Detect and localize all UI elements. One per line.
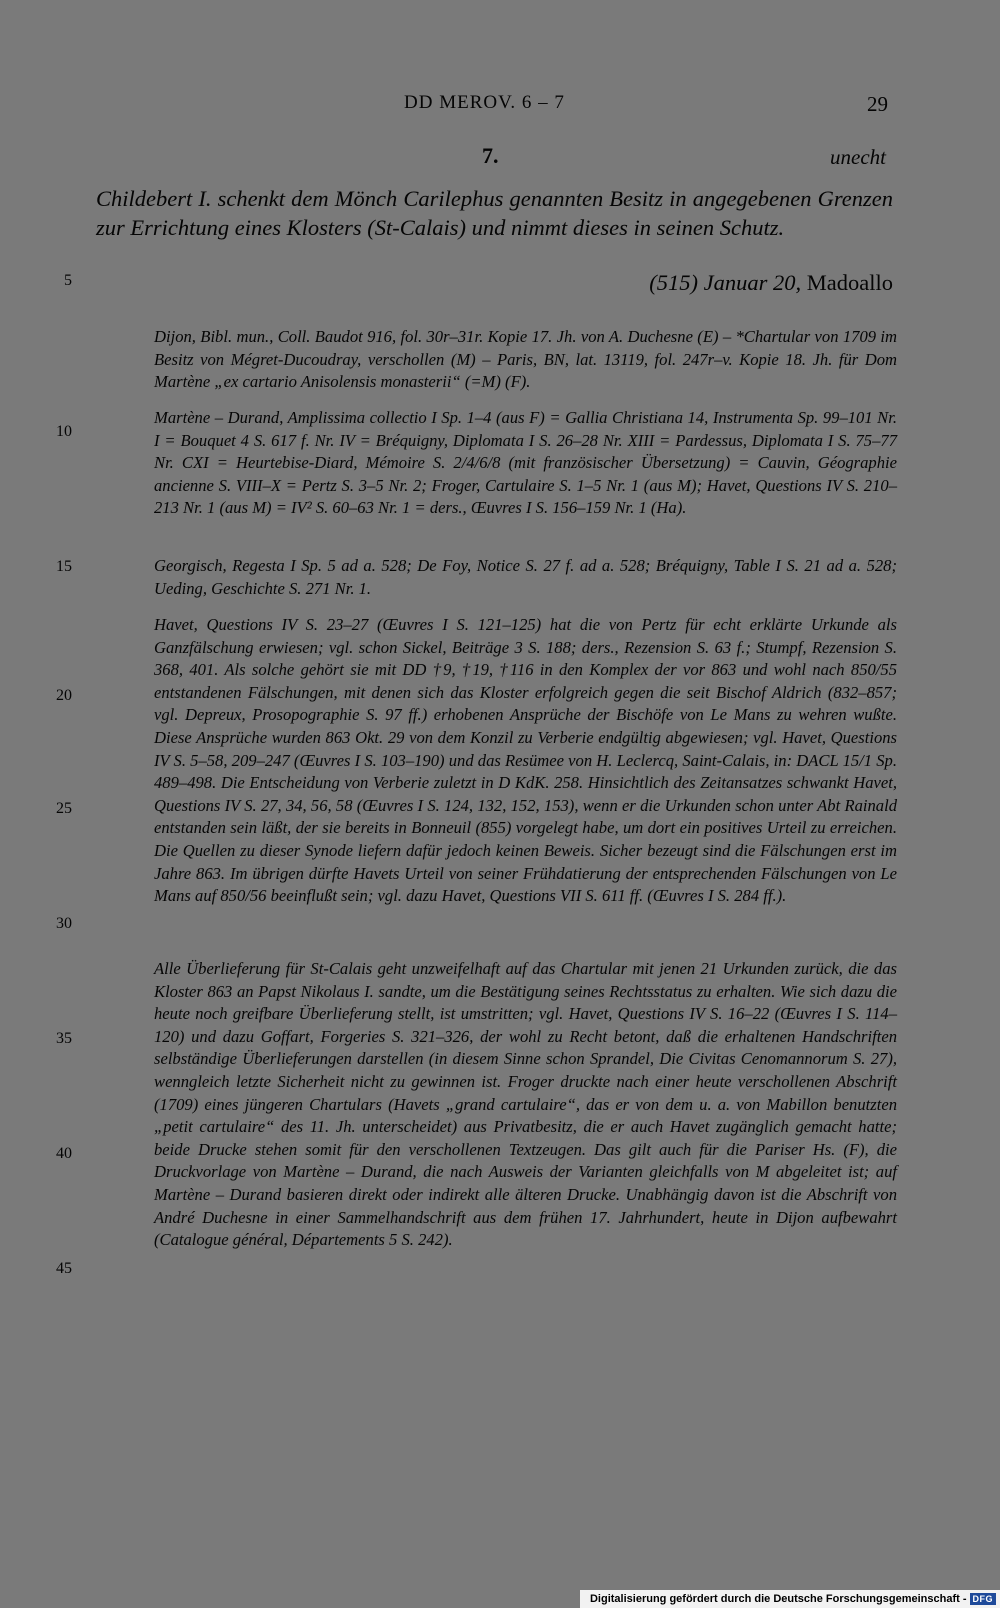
line-number: 35 <box>56 1030 72 1047</box>
digitization-credit <box>580 1590 1000 1608</box>
credit-text: Digitalisierung gefördert durch die Deutsche Forschungsgemeinschaft - <box>589 1593 967 1605</box>
regest-text: Childebert I. schenkt dem Mönch Carilephus genannten Besitz in angegebenen Grenzen zur Errichtung eines Klosters (St-Calais) und nimmt dieses in seinen Schutz. <box>96 186 893 240</box>
running-title: DD MEROV. 6 – 7 <box>404 92 565 113</box>
commentary-paragraph: Alle Überlieferung für St-Calais geht unzweifelhaft auf das Chartular mit jenen 21 Urkunden zurück, die das Kloster 863 an Papst Nikolaus I. sandte, um die Bestätigung seines Rechtsstatus zu erhalten. Wie sich dazu die heute noch greifbare Überlieferung stellt, ist umstritten; vgl. Havet, Questions IV S. 16–22 (Œuvres I S. 114–120) und dazu Goffart, Forgeries S. 321–326, der wohl zu Recht betont, daß die erhaltenen Handschriften selbständige Überlieferungen darstellen (in diesem Sinne schon Sprandel, Die Civitas Cenomannorum S. 27), wenngleich letzte Sicherheit nicht zu gewinnen ist. Froger druckte nach einer heute verschollenen Abschrift (1709) eines jüngeren Chartulars (Havets „grand cartulaire“, das er von dem u. a. von Mabillon benutzten „petit cartulaire“ des 11. Jh. unterscheidet) aus Privatbesitz, die er auch Havet zugänglich gemacht hatte; beide Drucke stehen somit für den verschollenen Textzeugen. Das gilt auch für die Pariser Hs. (F), die Druckvorlage von Martène – Durand, die nach Ausweis der Varianten gleichfalls von M abgeleitet ist; auf Martène – Durand basieren direkt oder indirekt alle älteren Drucke. Unabhängig davon ist die Abschrift von André Duchesne in einer Sammelhandschrift aus dem frühen 17. Jahrhundert, heute in Dijon aufbewahrt (Catalogue général, Départements 5 S. 242). <box>154 959 897 1250</box>
manuscripts-paragraph: Dijon, Bibl. mun., Coll. Baudot 916, fol. 30r–31r. Kopie 17. Jh. von A. Duchesne (E) – *Chartular von 1709 im Besitz von Mégret-Ducoudray, verschollen (M) – Paris, BN, lat. 13119, fol. 247r–v. Kopie 18. Jh. für Dom Martène „ex cartario Anisolensis monasterii“ (=M) (F). <box>154 327 897 392</box>
dfg-logo: DFG <box>970 1593 997 1605</box>
line-number: 5 <box>64 272 72 289</box>
line-number-margin <box>0 0 90 1608</box>
line-number: 15 <box>56 558 72 575</box>
line-number: 40 <box>56 1145 72 1162</box>
line-number: 25 <box>56 800 72 817</box>
dateline-place: Madoallo <box>806 270 893 295</box>
line-number: 30 <box>56 915 72 932</box>
document-number: 7. <box>482 143 499 168</box>
regesta-paragraph: Georgisch, Regesta I Sp. 5 ad a. 528; De Foy, Notice S. 27 f. ad a. 528; Bréquigny, Table I S. 21 ad a. 528; Ueding, Geschichte S. 271 Nr. 1. <box>154 556 897 598</box>
line-number: 20 <box>56 687 72 704</box>
page-number: 29 <box>867 92 888 116</box>
commentary-paragraph: Havet, Questions IV S. 23–27 (Œuvres I S. 121–125) hat die von Pertz für echt erklärte Urkunde als Ganzfälschung erwiesen; vgl. schon Sickel, Beiträge 3 S. 188; ders., Rezension S. 63 f.; Stumpf, Rezension S. 368, 401. Als solche gehört sie mit DD †9, †19, †116 in den Komplex der vor 863 und wohl nach 850/55 entstandenen Fälschungen, mit denen sich das Kloster erfolgreich gegen die seit Bischof Aldrich (832–857; vgl. Depreux, Prosopographie S. 97 ff.) erhobenen Ansprüche der Bischöfe von Le Mans zu wehren wußte. Diese Ansprüche wurden 863 Okt. 29 von dem Konzil zu Verberie endgültig abgewiesen; vgl. Havet, Questions IV S. 5–58, 209–247 (Œuvres I S. 103–190) und das Resümee von H. Leclercq, Saint-Calais, in: DACL 15/1 Sp. 489–498. Die Entscheidung von Verberie zuletzt in D KdK. 258. Hinsichtlich des Zeitansatzes schwankt Havet, Questions IV S. 27, 34, 56, 58 (Œuvres I S. 124, 132, 152, 153), wenn er die Urkunden schon unter Abt Rainald entstanden sein läßt, der sie bereits in Bonneuil (855) vorgelegt habe, um dort ein positives Urteil zu erreichen. Die Quellen zu dieser Synode liefern dafür jedoch keinen Beweis. Sicher bezeugt sind die Fälschungen erst im Jahre 863. Im übrigen dürfte Havets Urteil von seiner Frühdatierung der entsprechenden Fälschungen von Le Mans auf 850/56 beeinflußt sein; vgl. dazu Havet, Questions VII S. 611 ff. (Œuvres I S. 284 ff.). <box>154 615 897 906</box>
line-number: 10 <box>56 423 72 440</box>
line-number: 45 <box>56 1260 72 1277</box>
editions-paragraph: Martène – Durand, Amplissima collectio I Sp. 1–4 (aus F) = Gallia Christiana 14, Instrumenta Sp. 99–101 Nr. I = Bouquet 4 S. 617 f. Nr. IV = Bréquigny, Diplomata I S. 26–28 Nr. XIII = Pardessus, Diplomata I S. 75–77 Nr. CXI = Heurtebise-Diard, Mémoire S. 2/4/6/8 (mit französischer Übersetzung) = Cauvin, Géographie ancienne S. VIII–X = Pertz S. 3–5 Nr. 2; Froger, Cartulaire S. 1–5 Nr. 1 (aus M); Havet, Questions IV S. 210–213 Nr. 1 (aus M) = IV² S. 60–63 Nr. 1 = ders., Œuvres I S. 156–159 Nr. 1 (Ha). <box>154 408 897 518</box>
page-header <box>0 92 1000 120</box>
authenticity-note: unecht <box>830 145 886 169</box>
dateline <box>649 270 893 296</box>
dateline-date: (515) Januar 20, <box>649 270 802 295</box>
